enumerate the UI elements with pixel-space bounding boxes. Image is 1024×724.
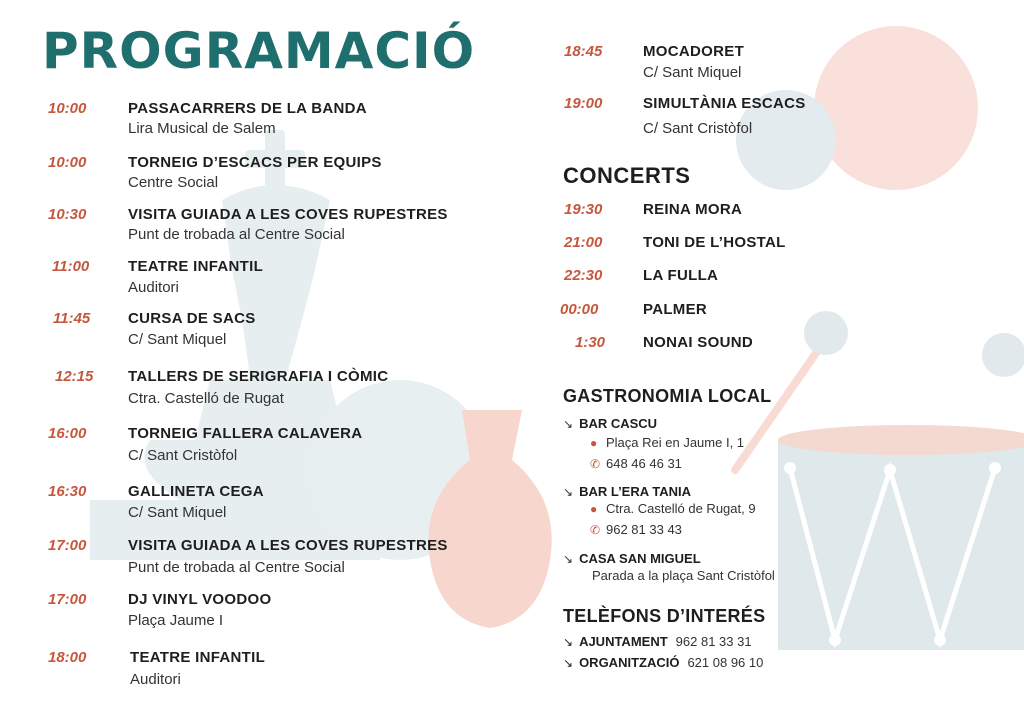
gastronomia-heading: GASTRONOMIA LOCAL [563,386,772,406]
event-name: TORNEIG D’ESCACS PER EQUIPS [128,154,382,171]
event-name: SIMULTÀNIA ESCACS [643,95,806,112]
arrow-down-right-icon: ↘ [563,552,574,566]
phone-text: 648 46 46 31 [606,456,682,471]
event-time: 16:30 [48,483,87,500]
arrow-down-right-icon: ↘ [563,656,574,670]
event-place: C/ Sant Cristòfol [643,120,753,137]
event-name: TONI DE L’HOSTAL [643,234,786,251]
event-time: 17:00 [48,591,87,608]
event-name: TALLERS DE SERIGRAFIA I CÒMIC [128,368,389,385]
event-place: Punt de trobada al Centre Social [128,559,345,576]
event-name: VISITA GUIADA A LES COVES RUPESTRES [128,206,448,223]
bar-item [563,550,701,568]
address-text: Parada a la plaça Sant Cristòfol [592,568,775,583]
bar-phone [590,522,682,537]
event-name: GALLINETA CEGA [128,483,264,500]
bar-name: BAR CASCU [579,416,658,431]
event-name: PALMER [643,301,708,318]
event-time: 17:00 [48,537,87,554]
event-time: 19:00 [564,95,603,112]
bar-phone [590,456,682,471]
event-place: Auditori [130,671,181,688]
telefons-heading: TELÈFONS D’INTERÉS [563,606,766,626]
location-pin-icon: ● [590,502,598,516]
phone-icon: ✆ [590,523,601,537]
event-name: DJ VINYL VOODOO [128,591,272,608]
event-time: 1:30 [575,334,606,351]
event-place: Punt de trobada al Centre Social [128,226,345,243]
event-time: 10:00 [48,154,87,171]
phone-number: 621 08 96 10 [687,655,764,670]
phone-item [563,634,752,649]
event-name: VISITA GUIADA A LES COVES RUPESTRES [128,537,448,554]
event-time: 00:00 [560,301,599,318]
event-name: TORNEIG FALLERA CALAVERA [128,425,363,442]
event-place: C/ Sant Cristòfol [128,447,238,464]
concerts-heading: CONCERTS [563,163,691,188]
event-time: 11:00 [52,258,90,275]
event-time: 16:00 [48,425,87,442]
event-place: Auditori [128,279,179,296]
event-time: 10:00 [48,100,87,117]
address-text: Plaça Rei en Jaume I, 1 [606,435,745,450]
bar-address [592,568,775,583]
event-time: 10:30 [48,206,87,223]
event-place: Ctra. Castelló de Rugat [128,390,284,407]
event-place: Lira Musical de Salem [128,120,276,137]
event-time: 21:00 [564,234,603,251]
arrow-down-right-icon: ↘ [563,417,574,431]
page-title: PROGRAMACIÓ [42,22,476,80]
bar-name: CASA SAN MIGUEL [579,551,701,566]
event-time: 12:15 [55,368,94,385]
phone-contact-name: AJUNTAMENT [579,634,668,649]
event-place: C/ Sant Miquel [128,504,227,521]
event-name: CURSA DE SACS [128,310,256,327]
event-name: TEATRE INFANTIL [130,649,266,666]
event-name: REINA MORA [643,201,743,218]
phone-number: 962 81 33 31 [675,634,752,649]
event-name: LA FULLA [643,267,719,284]
event-name: TEATRE INFANTIL [128,258,264,275]
drum-icon [778,425,1024,650]
event-name: MOCADORET [643,43,745,60]
bar-item [563,483,691,501]
event-time: 19:30 [564,201,603,218]
event-place: Plaça Jaume I [128,612,224,629]
arrow-down-right-icon: ↘ [563,485,574,499]
phone-item [563,655,763,670]
phone-contact-name: ORGANITZACIÓ [579,655,680,670]
event-name: PASSACARRERS DE LA BANDA [128,100,367,117]
event-time: 18:00 [48,649,87,666]
arrow-down-right-icon: ↘ [563,635,574,649]
event-place: Centre Social [128,174,219,191]
address-text: Ctra. Castelló de Rugat, 9 [606,501,756,516]
event-name: NONAI SOUND [643,334,753,351]
bar-address [590,435,744,450]
event-place: C/ Sant Miquel [643,64,742,81]
phone-text: 962 81 33 43 [606,522,682,537]
bar-item [563,415,657,433]
deco-pink-circle [814,26,978,190]
event-time: 11:45 [53,310,91,327]
bar-address [590,501,756,516]
location-pin-icon: ● [590,436,598,450]
phone-icon: ✆ [590,457,601,471]
event-time: 18:45 [564,43,603,60]
bar-name: BAR L’ERA TANIA [579,484,692,499]
event-place: C/ Sant Miquel [128,331,227,348]
event-time: 22:30 [564,267,603,284]
